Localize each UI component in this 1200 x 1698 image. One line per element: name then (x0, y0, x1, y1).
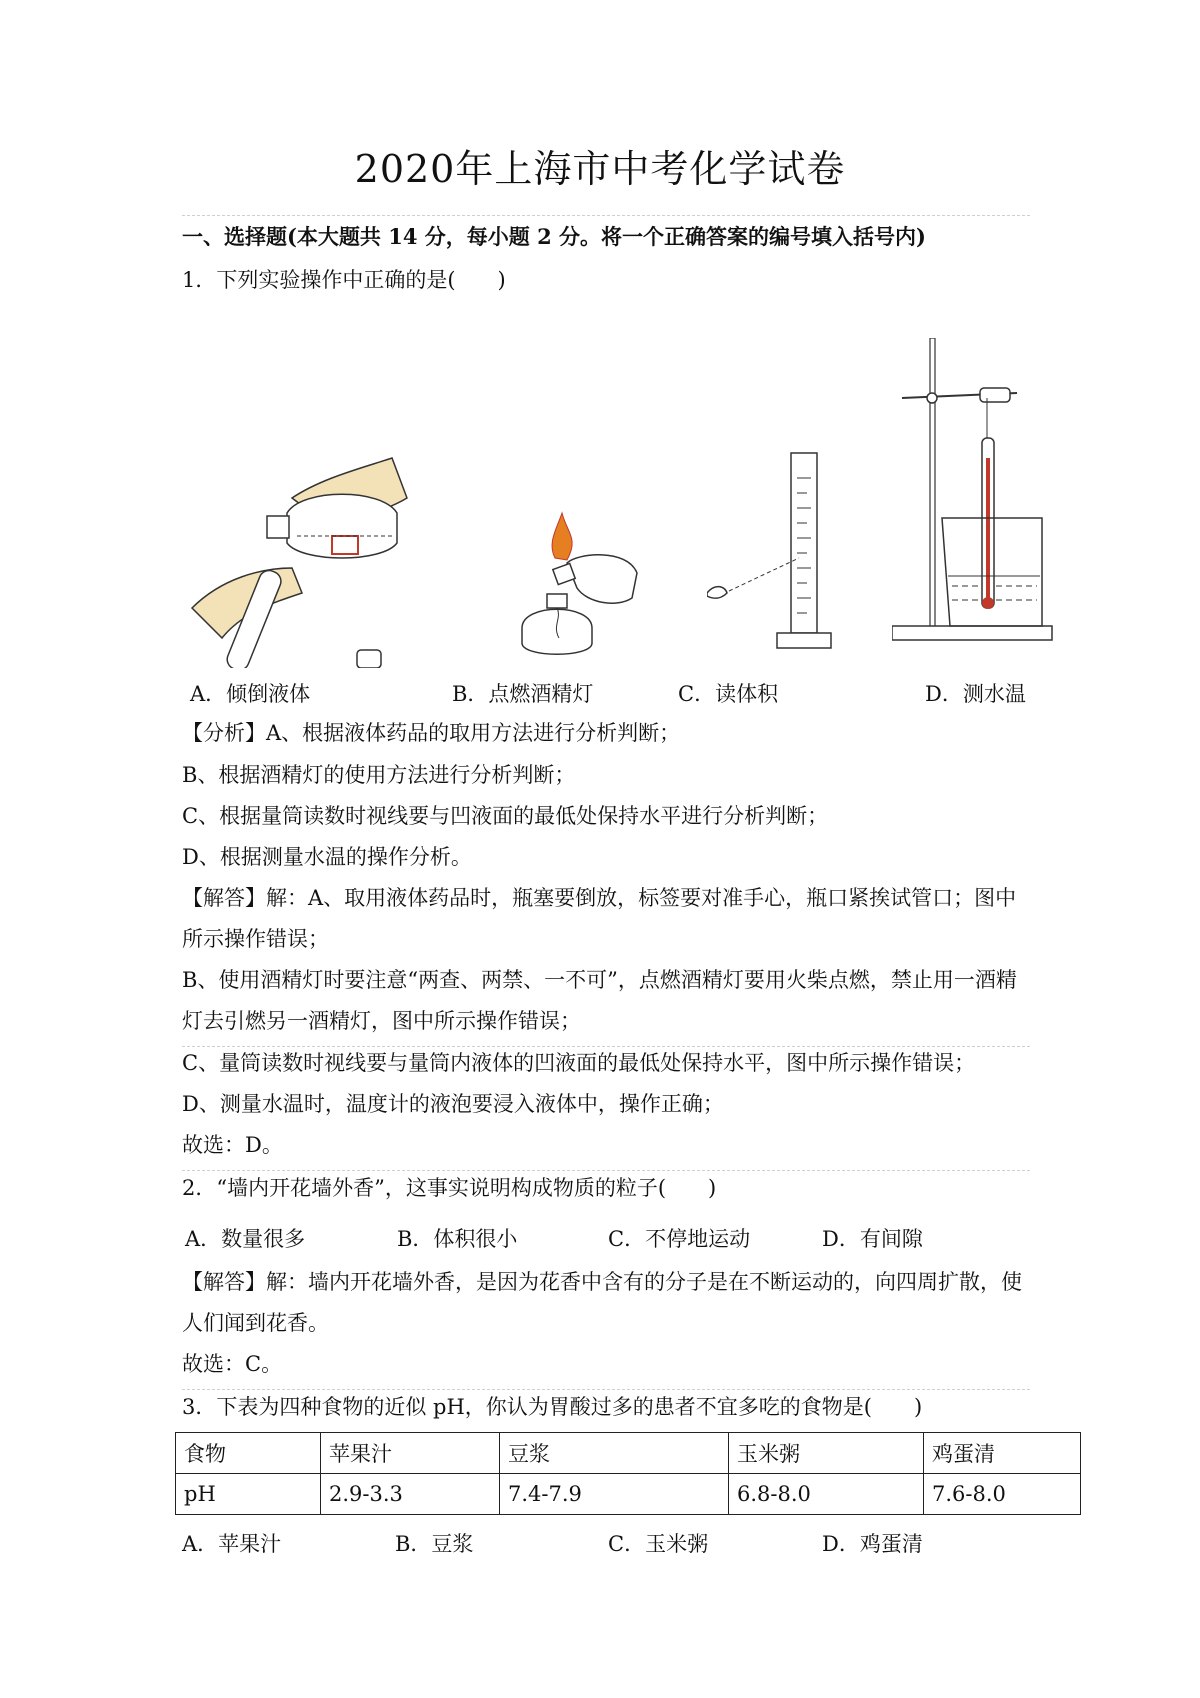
option-c: C．玉米粥 (608, 1532, 709, 1556)
option-a: A．数量很多 (185, 1227, 306, 1251)
section-heading: 一、选择题(本大题共 14 分，每小题 2 分。将一个正确答案的编号填入括号内) (182, 224, 926, 249)
figure-pouring-liquid (182, 418, 422, 668)
divider (182, 215, 1030, 216)
answer-line: 人们闻到花香。 (182, 1311, 329, 1335)
page-title: 2020年上海市中考化学试卷 (354, 147, 846, 191)
question-1-stem: 1．下列实验操作中正确的是( ) (182, 268, 506, 292)
table-cell: 玉米粥 (729, 1433, 924, 1474)
answer-line: 故选：D。 (182, 1133, 283, 1157)
analysis-line: C、根据量筒读数时视线要与凹液面的最低处保持水平进行分析判断； (182, 804, 829, 828)
figure-alcohol-lamp (507, 508, 647, 668)
table-cell: pH (176, 1474, 321, 1515)
table-cell: 豆浆 (500, 1433, 729, 1474)
answer-line: 所示操作错误； (182, 927, 329, 951)
table-cell: 6.8-8.0 (729, 1474, 924, 1515)
table-cell: 7.6-8.0 (924, 1474, 1081, 1515)
table-row (176, 1433, 1081, 1474)
divider (182, 1389, 1030, 1390)
table-cell: 食物 (176, 1433, 321, 1474)
answer-line: 【解答】解：A、取用液体药品时，瓶塞要倒放，标签要对准手心，瓶口紧挨试管口；图中 (182, 886, 1017, 910)
table-cell: 2.9-3.3 (321, 1474, 500, 1515)
table-cell: 7.4-7.9 (500, 1474, 729, 1515)
analysis-line: 【分析】A、根据液体药品的取用方法进行分析判断； (182, 721, 681, 745)
figure-thermometer-beaker (892, 338, 1062, 668)
figure-graduated-cylinder (707, 448, 847, 668)
option-b: B．豆浆 (395, 1532, 474, 1556)
answer-line: 【解答】解：墙内开花墙外香，是因为花香中含有的分子是在不断运动的，向四周扩散，使 (182, 1270, 1022, 1294)
answer-line: B、使用酒精灯时要注意“两查、两禁、一不可”，点燃酒精灯要用火柴点燃，禁止用一酒精 (182, 968, 1017, 992)
option-c: C．不停地运动 (608, 1227, 751, 1251)
table-cell: 苹果汁 (321, 1433, 500, 1474)
question-3-stem: 3．下表为四种食物的近似 pH，你认为胃酸过多的患者不宜多吃的食物是( ) (182, 1395, 923, 1419)
question-1-figures (182, 338, 1062, 668)
ph-table (175, 1432, 1081, 1515)
question-2-stem: 2．“墙内开花墙外香”，这事实说明构成物质的粒子( ) (182, 1176, 717, 1200)
table-cell: 鸡蛋清 (924, 1433, 1081, 1474)
divider (182, 1170, 1030, 1171)
option-a: A．苹果汁 (182, 1532, 282, 1556)
answer-line: D、测量水温时，温度计的液泡要浸入液体中，操作正确； (182, 1092, 724, 1116)
table-row (176, 1474, 1081, 1515)
caption-d: D．测水温 (925, 682, 1026, 706)
analysis-line: D、根据测量水温的操作分析。 (182, 845, 472, 869)
option-d: D．有间隙 (822, 1227, 923, 1251)
divider (182, 1046, 1030, 1047)
answer-line: 故选：C。 (182, 1352, 283, 1376)
answer-line: C、量筒读数时视线要与量筒内液体的凹液面的最低处保持水平，图中所示操作错误； (182, 1051, 976, 1075)
caption-a: A．倾倒液体 (190, 682, 311, 706)
caption-b: B．点燃酒精灯 (452, 682, 594, 706)
caption-c: C．读体积 (678, 682, 779, 706)
answer-line: 灯去引燃另一酒精灯，图中所示操作错误； (182, 1009, 581, 1033)
option-d: D．鸡蛋清 (822, 1532, 923, 1556)
option-b: B．体积很小 (397, 1227, 518, 1251)
analysis-line: B、根据酒精灯的使用方法进行分析判断； (182, 763, 576, 787)
